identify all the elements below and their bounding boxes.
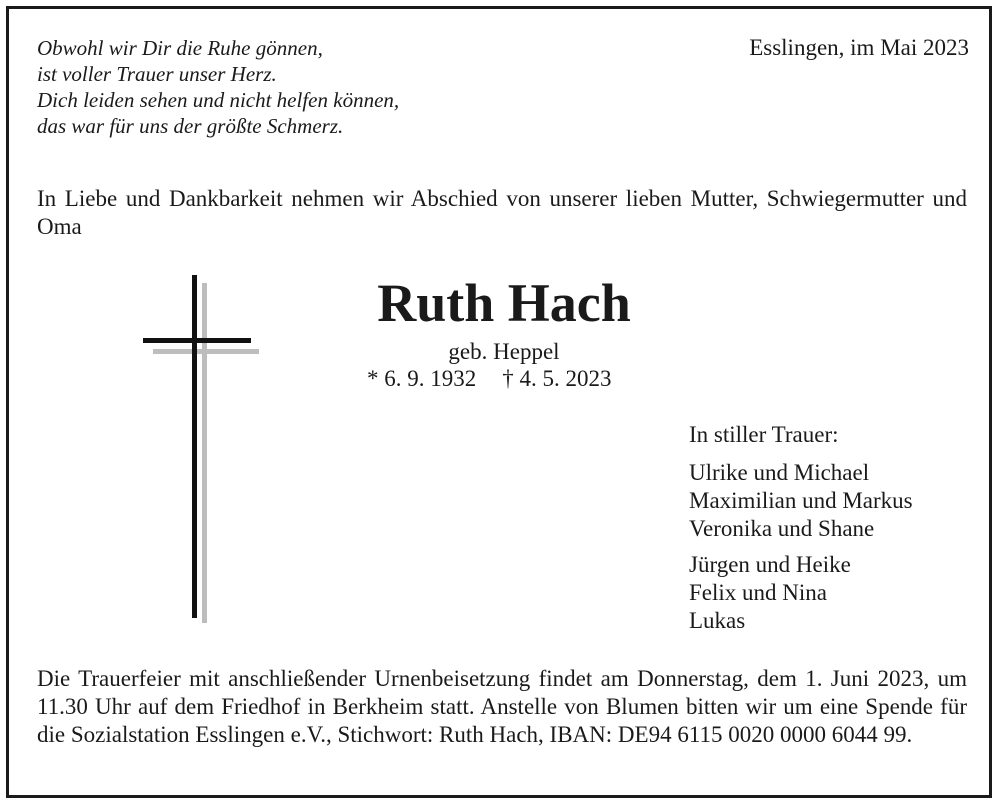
poem-line: ist voller Trauer unser Herz. [37, 62, 277, 86]
mourners [689, 421, 979, 643]
obituary-frame [6, 6, 992, 798]
birth-name: geb. Heppel [448, 339, 560, 364]
funeral-notice: Die Trauerfeier mit anschließender Urnenbeisetzung findet am Donnerstag, dem 1. Juni 2023, um 11.30 Uhr auf dem Friedhof in Berkheim statt. Anstelle von Blumen bitten wir um eine Spende für die Sozialstation Esslingen e.V., Stichwort: Ruth Hach, IBAN: DE94 6115 0020 0000 6044 99. [37, 666, 967, 747]
poem-line: das war für uns der größte Schmerz. [37, 114, 344, 138]
cross-icon [134, 267, 259, 627]
mourner-group [689, 459, 979, 543]
deceased-name: Ruth Hach [377, 273, 631, 333]
death-date: † 4. 5. 2023 [502, 366, 612, 391]
mourner-line: Maximilian und Markus [689, 488, 913, 513]
mourner-line: Veronika und Shane [689, 516, 875, 541]
life-dates [367, 365, 612, 393]
mourner-line: Lukas [689, 608, 746, 633]
mourners-heading: In stiller Trauer: [689, 422, 839, 447]
birth-date: * 6. 9. 1932 [367, 366, 477, 391]
intro-text: In Liebe und Dankbarkeit nehmen wir Abschied von unserer lieben Mutter, Schwiegermutter und Oma [37, 186, 967, 239]
mourner-line: Felix und Nina [689, 580, 827, 605]
poem [37, 35, 557, 139]
mourner-line: Ulrike und Michael [689, 460, 870, 485]
mourner-group [689, 551, 979, 635]
poem-line: Obwohl wir Dir die Ruhe gönnen, [37, 36, 323, 60]
place-date: Esslingen, im Mai 2023 [749, 35, 969, 60]
mourner-line: Jürgen und Heike [689, 552, 851, 577]
poem-line: Dich leiden sehen und nicht helfen können, [37, 88, 400, 112]
